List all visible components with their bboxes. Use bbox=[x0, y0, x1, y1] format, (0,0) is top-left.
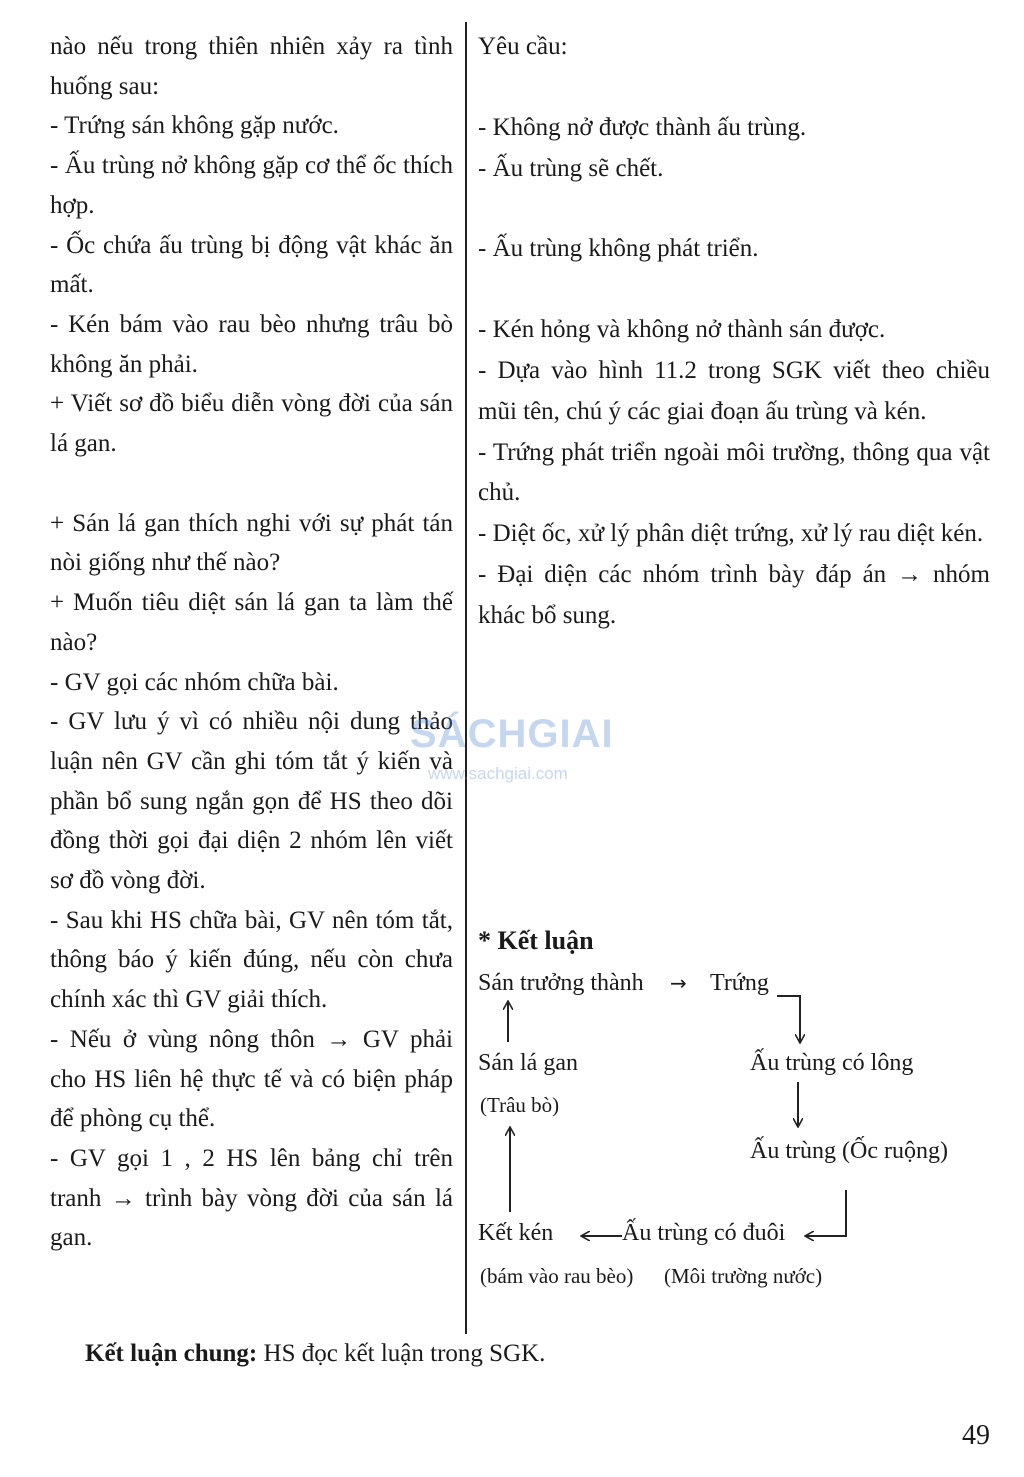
general-conclusion bbox=[85, 1340, 545, 1368]
node-ciliated-larva: Ấu trùng có lông bbox=[750, 1050, 914, 1076]
requirement-label: Yêu cầu: bbox=[478, 33, 568, 60]
right-text-8: - Đại diện các nhóm trình bày đáp án → nhóm khác bổ sung. bbox=[478, 560, 990, 629]
right-text-4: - Kén hỏng và không nở thành sán được. bbox=[478, 316, 886, 344]
node-cyst: Kết kén bbox=[478, 1220, 554, 1246]
node-host-note: (Trâu bò) bbox=[480, 1093, 560, 1117]
general-conclusion-text: HS đọc kết luận trong SGK. bbox=[257, 1340, 546, 1367]
left-text-7: + Sán lá gan thích nghi với sự phát tán nòi giống như thế nào? bbox=[50, 509, 453, 577]
left-text-5: - Kén bám vào rau bèo nhưng trâu bò không ăn phải. bbox=[50, 310, 453, 378]
node-cyst-note: (bám vào rau bèo) bbox=[480, 1264, 634, 1288]
node-snail-larva: Ấu trùng (Ốc ruộng) bbox=[750, 1138, 948, 1164]
left-text-4: - Ốc chứa ấu trùng bị động vật khác ăn mất. bbox=[50, 231, 453, 299]
watermark-url: www.sachgiai.com bbox=[428, 764, 568, 783]
right-text-6: - Trứng phát triển ngoài môi trường, thông qua vật chủ. bbox=[478, 438, 990, 507]
node-adult-fluke: Sán trưởng thành bbox=[478, 970, 644, 996]
arrow-snail-to-tailed bbox=[806, 1190, 846, 1236]
left-text-3: - Ấu trùng nở không gặp cơ thể ốc thích hợp. bbox=[50, 152, 453, 219]
left-text-1: nào nếu trong thiên nhiên xảy ra tình huống sau: bbox=[50, 33, 453, 100]
left-text-8: + Muốn tiêu diệt sán lá gan ta làm thế nào? bbox=[50, 589, 453, 656]
node-liver-fluke: Sán lá gan bbox=[478, 1050, 578, 1076]
left-text-10: - GV lưu ý vì có nhiều nội dung thảo luận nên GV cần ghi tóm tắt ý kiến và phần bổ sung ngắn gọn để HS theo dõi đồng thời gọi đại diện 2 nhóm lên viết sơ đồ vòng đời. bbox=[50, 708, 453, 895]
arrow-right-icon: → bbox=[670, 971, 687, 995]
node-tailed-larva: Ấu trùng có đuôi bbox=[622, 1220, 786, 1246]
node-egg: Trứng bbox=[710, 970, 769, 996]
general-conclusion-label: Kết luận chung: bbox=[85, 1340, 258, 1367]
arrow-egg-to-ciliated bbox=[777, 996, 800, 1042]
node-water-note: (Môi trường nước) bbox=[664, 1264, 823, 1288]
conclusion-title: * Kết luận bbox=[478, 926, 594, 955]
right-text-7: - Diệt ốc, xử lý phân diệt trứng, xử lý rau diệt kén. bbox=[478, 520, 984, 548]
left-text-11: - Sau khi HS chữa bài, GV nên tóm tắt, thông báo ý kiến đúng, nếu còn chưa chính xác thì GV giải thích. bbox=[50, 906, 453, 1014]
left-text-12: - Nếu ở vùng nông thôn → GV phải cho HS liên hệ thực tế và có biện pháp để phòng cụ thể. bbox=[50, 1025, 453, 1133]
right-text-3: - Ấu trùng không phát triển. bbox=[478, 235, 759, 263]
right-text-2: - Ấu trùng sẽ chết. bbox=[478, 154, 664, 182]
right-text-1: - Không nở được thành ấu trùng. bbox=[478, 113, 807, 141]
right-text-5: - Dựa vào hình 11.2 trong SGK viết theo chiều mũi tên, chú ý các giai đoạn ấu trùng và kén. bbox=[478, 356, 990, 425]
left-text-13: - GV gọi 1 , 2 HS lên bảng chỉ trên tranh → trình bày vòng đời của sán lá gan. bbox=[50, 1144, 453, 1252]
watermark-logo: SÁCHGIAI bbox=[410, 712, 614, 756]
left-text-6: + Viết sơ đồ biểu diễn vòng đời của sán lá gan. bbox=[50, 390, 453, 458]
left-text-9: - GV gọi các nhóm chữa bài. bbox=[50, 668, 339, 696]
left-text-2: - Trứng sán không gặp nước. bbox=[50, 112, 339, 140]
page-number: 49 bbox=[962, 1420, 990, 1451]
